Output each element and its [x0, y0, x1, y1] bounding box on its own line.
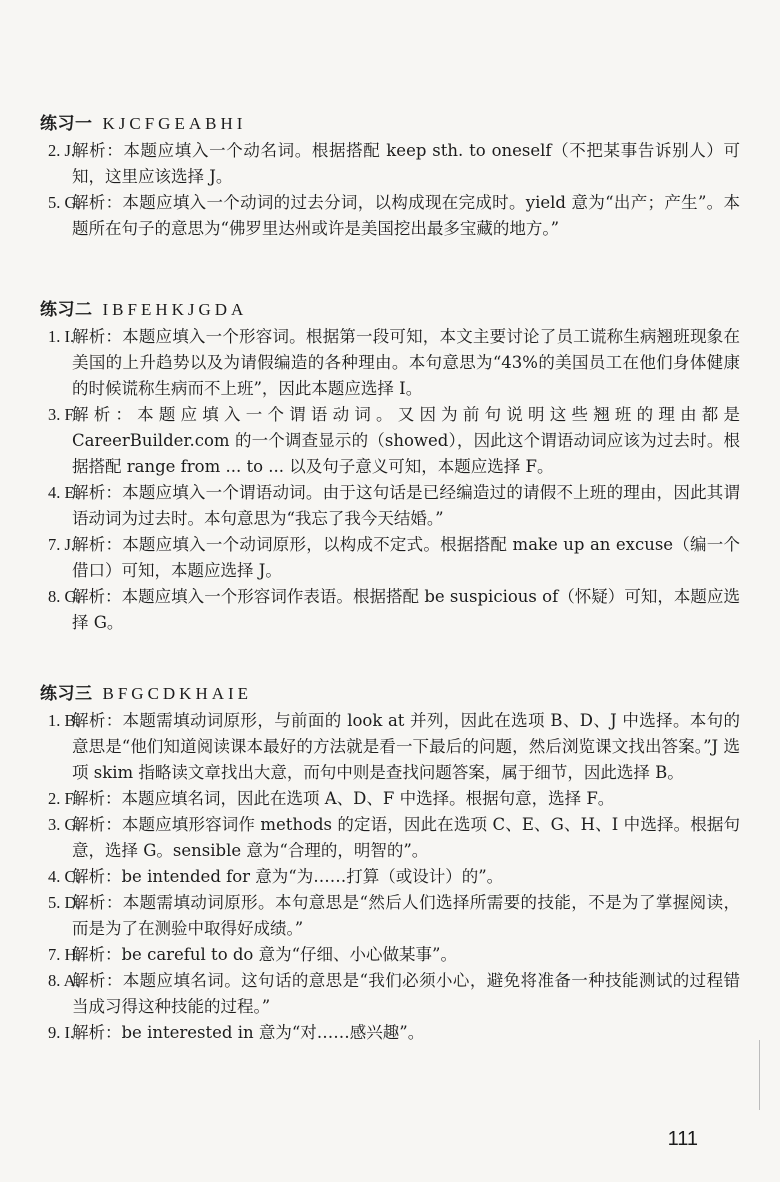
- explanation-item: [40, 786, 740, 812]
- explanation-item: [40, 812, 740, 864]
- item-number: 4. C.: [48, 867, 80, 886]
- item-number: 9. I.: [48, 1023, 75, 1042]
- item-text: 解析：本题应填入一个动词原形，以构成不定式。根据搭配 make up an excuse（编一个借口）可知，本题应选择 J。: [72, 535, 740, 580]
- item-number: 1. B.: [48, 711, 80, 730]
- explanation-item: [40, 864, 740, 890]
- explanation-item: [40, 584, 740, 636]
- section-label: 练习一: [40, 114, 93, 134]
- explanation-item: [40, 890, 740, 942]
- item-text: 解析：本题应填入一个动词的过去分词，以构成现在完成时。yield 意为“出产；产生”。本题所在句子的意思为“佛罗里达州或许是美国挖出最多宝藏的地方。”: [72, 193, 740, 238]
- exercise-section-1: [40, 110, 740, 242]
- item-text: 解析：本题需填动词原形，与前面的 look at 并列，因此在选项 B、D、J 中选择。本句的意思是“他们知道阅读课本最好的方法就是看一下最后的问题，然后浏览课文找出答案。”J 选项 skim 指略读文章找出大意，而句中则是查找问题答案，属于细节，因此选择 B。: [72, 711, 740, 782]
- item-number: 5. D.: [48, 893, 81, 912]
- item-number: 3. F.: [48, 405, 77, 424]
- item-text: 解析：本题应填名词，因此在选项 A、D、F 中选择。根据句意，选择 F。: [72, 789, 615, 808]
- exercise-section-2: [40, 296, 740, 636]
- section-heading: [40, 680, 740, 708]
- section-heading: [40, 110, 740, 138]
- answer-key: BFGCDKHAIE: [102, 684, 253, 703]
- item-text: 解析：本题需填动词原形。本句意思是“然后人们选择所需要的技能，不是为了掌握阅读，而是为了在测验中取得好成绩。”: [72, 893, 740, 938]
- answer-key: KJCFGEABHI: [102, 114, 247, 133]
- item-number: 2. J.: [48, 141, 76, 160]
- explanation-item: [40, 138, 740, 190]
- item-text: 解析：be careful to do 意为“仔细、小心做某事”。: [72, 945, 457, 964]
- item-number: 3. G.: [48, 815, 81, 834]
- page-number: 111: [667, 1128, 698, 1150]
- exercise-section-3: [40, 680, 740, 1046]
- page-edge-line: [759, 1040, 760, 1110]
- explanation-item: [40, 480, 740, 532]
- explanation-item: [40, 402, 740, 480]
- answer-key: IBFEHKJGDA: [102, 300, 248, 319]
- item-number: 7. H.: [48, 945, 81, 964]
- item-text: 解析：本题应填入一个形容词作表语。根据搭配 be suspicious of（怀疑）可知，本题应选择 G。: [72, 587, 740, 632]
- section-heading: [40, 296, 740, 324]
- item-text: 解析：本题应填名词。这句话的意思是“我们必须小心，避免将准备一种技能测试的过程错当成习得这种技能的过程。”: [72, 971, 740, 1016]
- item-text: 解析：be intended for 意为“为……打算（或设计）的”。: [72, 867, 504, 886]
- item-text: 解析：本题应填入一个动名词。根据搭配 keep sth. to oneself（不把某事告诉别人）可知，这里应该选择 J。: [72, 141, 740, 186]
- item-text: 解析：本题应填入一个谓语动词。由于这句话是已经编造过的请假不上班的理由，因此其谓语动词为过去时。本句意思为“我忘了我今天结婚。”: [72, 483, 740, 528]
- item-number: 5. G.: [48, 193, 81, 212]
- explanation-item: [40, 190, 740, 242]
- item-number: 7. J.: [48, 535, 76, 554]
- section-label: 练习三: [40, 684, 93, 704]
- item-number: 1. I.: [48, 327, 75, 346]
- item-number: 8. A.: [48, 971, 80, 990]
- explanation-item: [40, 532, 740, 584]
- explanation-item: [40, 708, 740, 786]
- item-text: 解析：本题应填入一个形容词。根据第一段可知，本文主要讨论了员工谎称生病翘班现象在美国的上升趋势以及为请假编造的各种理由。本句意思为“43%的美国员工在他们身体健康的时候谎称生病而不上班”，因此本题应选择 I。: [72, 327, 740, 398]
- explanation-item: [40, 324, 740, 402]
- item-number: 4. E.: [48, 483, 79, 502]
- section-label: 练习二: [40, 300, 93, 320]
- item-number: 2. F.: [48, 789, 77, 808]
- explanation-item: [40, 968, 740, 1020]
- item-text: 解析：be interested in 意为“对……感兴趣”。: [72, 1023, 425, 1042]
- item-text: 解析：本题应填形容词作 methods 的定语，因此在选项 C、E、G、H、I 中选择。根据句意，选择 G。sensible 意为“合理的，明智的”。: [72, 815, 740, 860]
- explanation-item: [40, 942, 740, 968]
- explanation-item: [40, 1020, 740, 1046]
- item-text: 解析：本题应填入一个谓语动词。又因为前句说明这些翘班的理由都是CareerBuilder.com 的一个调查显示的（showed），因此这个谓语动词应该为过去时。根据搭配 range from ... to ... 以及句子意义可知，本题应选择 F。: [72, 405, 740, 476]
- item-number: 8. G.: [48, 587, 81, 606]
